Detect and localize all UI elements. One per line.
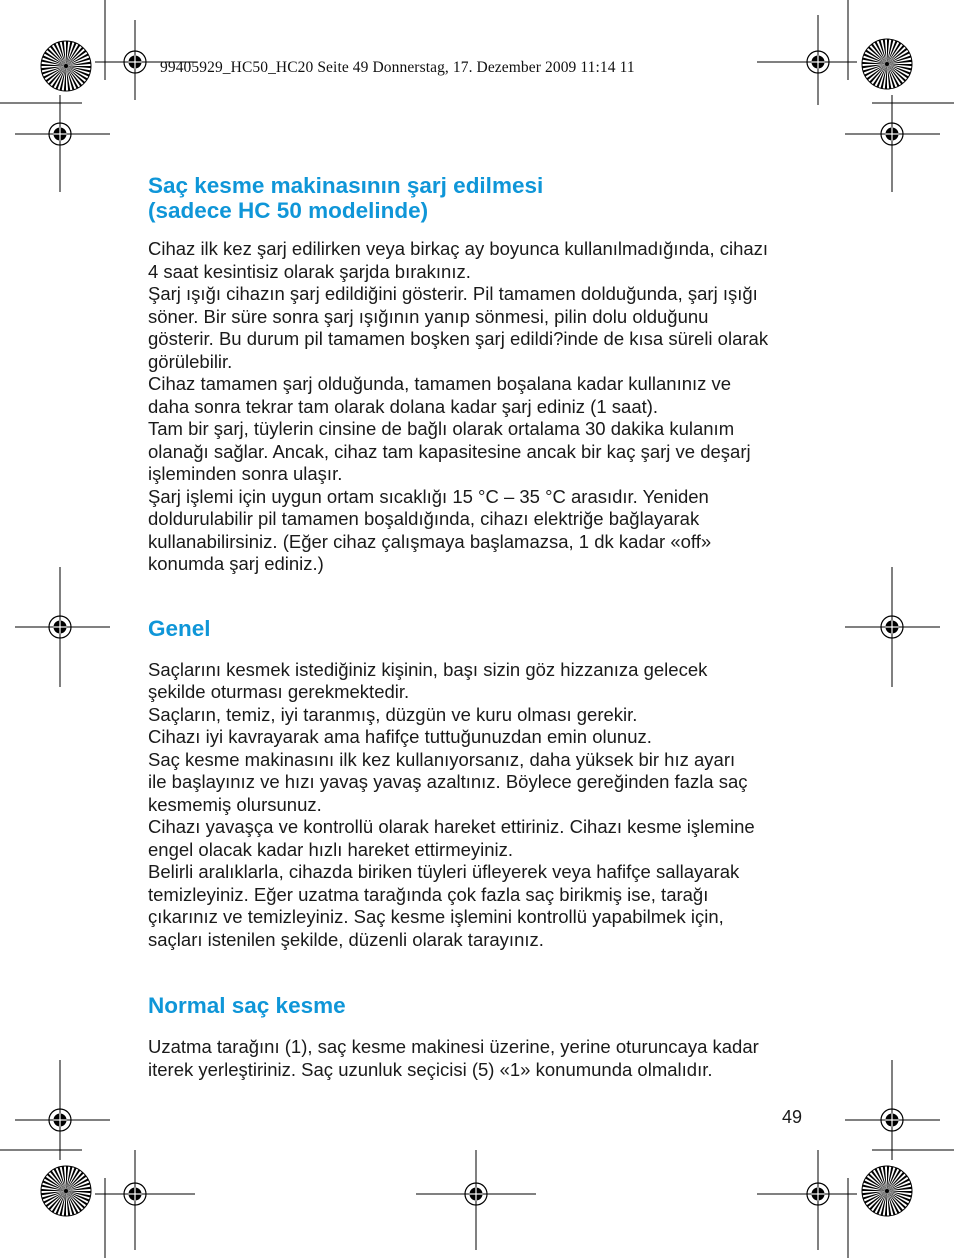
- section-heading-general: [148, 616, 808, 641]
- starburst-target-icon: [41, 1166, 91, 1216]
- section-text-charging: [148, 238, 808, 576]
- text-line: Saç kesme makinasını ilk kez kullanıyorsanız, daha yüksek bir hız ayarı: [148, 748, 736, 770]
- text-line: Tam bir şarj, tüylerin cinsine de bağlı olarak ortalama 30 dakika kulanım: [148, 418, 735, 439]
- text-line: kullanabilirsiniz. (Eğer cihaz çalışmaya başlamazsa, 1 dk kadar «off»: [148, 530, 712, 552]
- text-line: kesmemiş olursunuz.: [148, 793, 322, 815]
- text-line: çıkarınız ve temizleyiniz. Saç kesme işlemini kontrollü yapabilmek için,: [148, 906, 724, 927]
- text-line: Belirli aralıklarla, cihazda biriken tüyleri üfleyerek veya hafifçe sallayarak: [148, 861, 740, 882]
- starburst-target-icon: [41, 41, 91, 91]
- text-line: Saçlarını kesmek istediğiniz kişinin, başı sizin göz hizzanıza gelecek: [148, 658, 708, 680]
- heading-line: Normal saç kesme: [148, 993, 346, 1018]
- text-line: gösterir. Bu durum pil tamamen boşken şarj edildi?inde de kısa süreli olarak: [148, 328, 769, 349]
- text-line: Şarj ışığı cihazın şarj edildiğini gösterir. Pil tamamen dolduğunda, şarj ışığı: [148, 283, 758, 304]
- text-line: 4 saat kesintisiz olarak şarjda bırakınız.: [148, 260, 471, 282]
- text-line: Şarj işlemi için uygun ortam sıcaklığı 15 °C – 35 °C arasıdır. Yeniden: [148, 485, 709, 507]
- heading-line: Saç kesme makinasının şarj edilmesi: [148, 173, 544, 198]
- starburst-target-icon: [862, 39, 912, 89]
- text-line: konumda şarj ediniz.): [148, 553, 324, 574]
- text-line: Cihazı yavaşça ve kontrollü olarak hareket ettiriniz. Cihazı kesme işlemine: [148, 816, 755, 837]
- starburst-target-icon: [862, 1166, 912, 1216]
- text-line: daha sonra tekrar tam olarak dolana kadar şarj ediniz (1 saat).: [148, 395, 659, 417]
- text-line: ile başlayınız ve hızı yavaş yavaş azaltınız. Böylece gereğinden fazla saç: [148, 771, 748, 792]
- print-slug-line: 99405929_HC50_HC20 Seite 49 Donnerstag, 17. Dezember 2009 11:14 11: [160, 59, 635, 76]
- text-line: Uzatma tarağını (1), saç kesme makinesi üzerine, yerine oturuncaya kadar: [148, 1036, 759, 1057]
- text-line: engel olacak kadar hızlı hareket ettirmeyiniz.: [148, 838, 514, 860]
- section-text-normal-cut: [148, 1036, 808, 1081]
- content-area: [148, 173, 808, 1081]
- page-number: 49: [782, 1107, 803, 1127]
- text-line: şekilde oturması gerekmektedir.: [148, 681, 410, 702]
- text-line: Cihaz ilk kez şarj edilirken veya birkaç ay boyunca kullanılmadığında, cihazı: [148, 238, 769, 259]
- heading-line: (sadece HC 50 modelinde): [148, 198, 429, 223]
- text-line: iterek yerleştiriniz. Saç uzunluk seçicisi (5) «1» konumunda olmalıdır.: [148, 1058, 713, 1080]
- section-heading-normal-cut: [148, 993, 808, 1018]
- section-text-general: [148, 659, 808, 952]
- text-line: görülebilir.: [148, 350, 233, 372]
- heading-line: Genel: [148, 615, 211, 641]
- text-line: işleminden sonra ulaşır.: [148, 463, 343, 484]
- text-line: doldurulabilir pil tamamen boşaldığında, cihazı elektriğe bağlayarak: [148, 508, 700, 529]
- text-line: saçları istenilen şekilde, düzenli olarak tarayınız.: [148, 928, 544, 950]
- section-heading-charging: [148, 173, 808, 223]
- text-line: Cihaz tamamen şarj olduğunda, tamamen boşalana kadar kullanınız ve: [148, 373, 732, 394]
- text-line: temizleyiniz. Eğer uzatma tarağında çok fazla saç birikmiş ise, tarağı: [148, 883, 709, 905]
- text-line: olanağı sağlar. Ancak, cihaz tam kapasitesine ancak bir kaç şarj ve deşarj: [148, 440, 751, 462]
- text-line: söner. Bir süre sonra şarj ışığının yanıp sönmesi, pilin dolu olduğunu: [148, 305, 709, 327]
- text-line: Saçların, temiz, iyi taranmış, düzgün ve kuru olması gerekir.: [148, 703, 638, 725]
- text-line: Cihazı iyi kavrayarak ama hafifçe tuttuğunuzdan emin olunuz.: [148, 726, 652, 747]
